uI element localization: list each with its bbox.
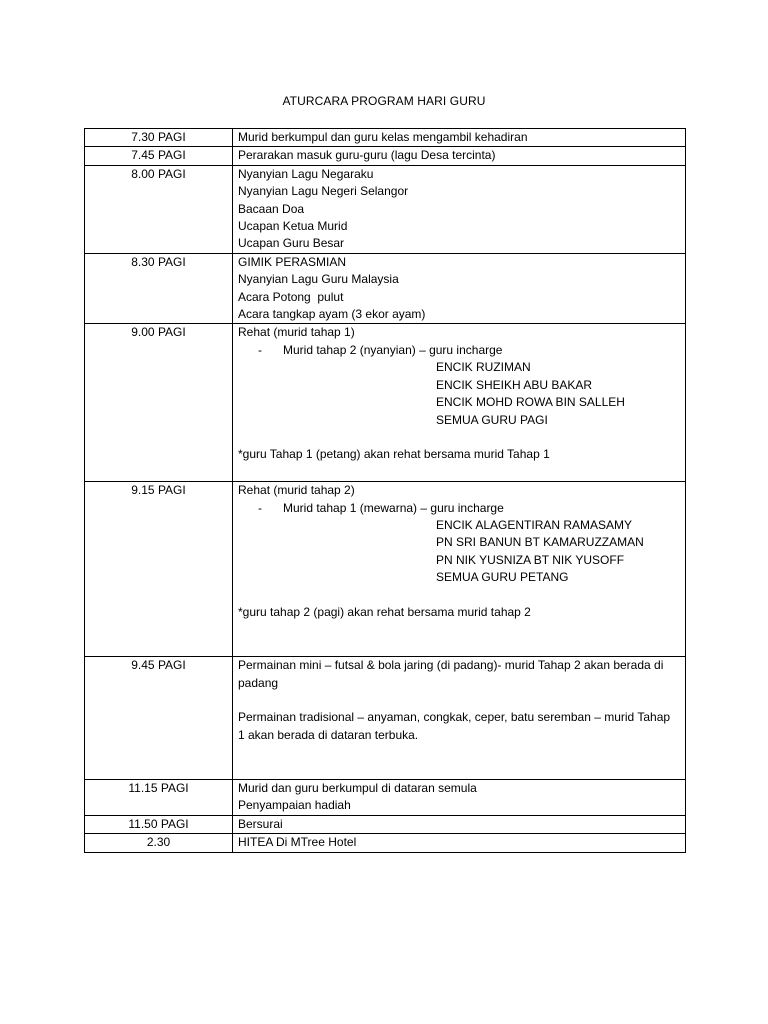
- activity-line: Penyampaian hadiah: [238, 798, 351, 813]
- time-cell: 8.30 PAGI: [85, 253, 233, 324]
- activity-cell: [233, 482, 686, 657]
- activity-line: Bacaan Doa: [238, 201, 305, 216]
- teacher-name: SEMUA GURU PETANG: [436, 570, 569, 585]
- schedule-table: [84, 128, 686, 853]
- sub-item-text: Murid tahap 1 (mewarna) – guru incharge: [283, 500, 504, 515]
- teacher-name: ENCIK RUZIMAN: [436, 360, 531, 375]
- activity-line: Nyanyian Lagu Guru Malaysia: [238, 272, 399, 287]
- time-cell: 9.15 PAGI: [85, 482, 233, 657]
- blank-line: [238, 744, 680, 761]
- activity-note: *guru tahap 2 (pagi) akan rehat bersama murid tahap 2: [238, 604, 531, 619]
- sub-item-text: Murid tahap 2 (nyanyian) – guru incharge: [283, 342, 503, 357]
- activity-heading: Rehat (murid tahap 2): [238, 483, 355, 498]
- table-row: [85, 253, 686, 324]
- time-cell: 9.45 PAGI: [85, 657, 233, 780]
- dash-bullet: -: [258, 500, 262, 515]
- blank-line: [238, 464, 680, 481]
- activity-cell: [233, 129, 686, 147]
- sub-item: [238, 342, 680, 359]
- activity-cell: [233, 815, 686, 833]
- time-cell: 7.30 PAGI: [85, 129, 233, 147]
- activity-paragraph: Permainan tradisional – anyaman, congkak, ceper, batu seremban – murid Tahap 1 akan berada di dataran terbuka.: [238, 710, 674, 742]
- time-cell: 11.50 PAGI: [85, 815, 233, 833]
- activity-heading: Rehat (murid tahap 1): [238, 325, 355, 340]
- blank-line: [238, 429, 680, 446]
- blank-line: [238, 692, 680, 709]
- page-title: ATURCARA PROGRAM HARI GURU: [282, 94, 486, 108]
- table-row: [85, 834, 686, 852]
- blank-line: [238, 762, 680, 779]
- activity-line: Acara tangkap ayam (3 ekor ayam): [238, 307, 426, 322]
- table-row: [85, 165, 686, 253]
- activity-line: Ucapan Guru Besar: [238, 236, 345, 251]
- activity-cell: [233, 147, 686, 165]
- time-cell: 7.45 PAGI: [85, 147, 233, 165]
- activity-cell: [233, 779, 686, 815]
- activity-cell: [233, 834, 686, 852]
- activity-line: Nyanyian Lagu Negeri Selangor: [238, 184, 409, 199]
- activity-cell: [233, 324, 686, 482]
- teacher-name: PN SRI BANUN BT KAMARUZZAMAN: [436, 535, 644, 550]
- activity-line: GIMIK PERASMIAN: [238, 254, 347, 269]
- table-row: [85, 815, 686, 833]
- teacher-name: ENCIK MOHD ROWA BIN SALLEH: [436, 395, 625, 410]
- activity-cell: [233, 165, 686, 253]
- time-cell: 9.00 PAGI: [85, 324, 233, 482]
- table-row: [85, 779, 686, 815]
- activity-line: Murid dan guru berkumpul di dataran semula: [238, 780, 477, 795]
- table-row: [85, 482, 686, 657]
- teacher-name: SEMUA GURU PAGI: [436, 412, 548, 427]
- activity-cell: [233, 657, 686, 780]
- teacher-name: ENCIK SHEIKH ABU BAKAR: [436, 377, 593, 392]
- blank-line: [238, 621, 680, 638]
- activity-line: Acara Potong pulut: [238, 289, 344, 304]
- dash-bullet: -: [258, 342, 262, 357]
- activity-line: Murid berkumpul dan guru kelas mengambil kehadiran: [238, 130, 528, 144]
- teacher-name: ENCIK ALAGENTIRAN RAMASAMY: [436, 517, 633, 532]
- activity-line: Bersurai: [238, 816, 283, 831]
- blank-line: [238, 587, 680, 604]
- time-cell: 2.30: [85, 834, 233, 852]
- activity-line: Ucapan Ketua Murid: [238, 219, 348, 234]
- blank-line: [238, 639, 680, 656]
- teacher-names: [238, 359, 680, 429]
- sub-item: [238, 500, 680, 517]
- activity-line: HITEA Di MTree Hotel: [238, 835, 357, 850]
- activity-line: Nyanyian Lagu Negaraku: [238, 166, 374, 181]
- activity-line: Perarakan masuk guru-guru (lagu Desa tercinta): [238, 148, 496, 163]
- table-row: [85, 129, 686, 147]
- teacher-name: PN NIK YUSNIZA BT NIK YUSOFF: [436, 552, 625, 567]
- table-row: [85, 147, 686, 165]
- table-row: [85, 657, 686, 780]
- time-cell: 11.15 PAGI: [85, 779, 233, 815]
- activity-paragraph: Permainan mini – futsal & bola jaring (di padang)- murid Tahap 2 akan berada di padang: [238, 658, 667, 690]
- teacher-names: [238, 517, 680, 587]
- time-cell: 8.00 PAGI: [85, 165, 233, 253]
- table-row: [85, 324, 686, 482]
- activity-note: *guru Tahap 1 (petang) akan rehat bersama murid Tahap 1: [238, 447, 550, 462]
- activity-cell: [233, 253, 686, 324]
